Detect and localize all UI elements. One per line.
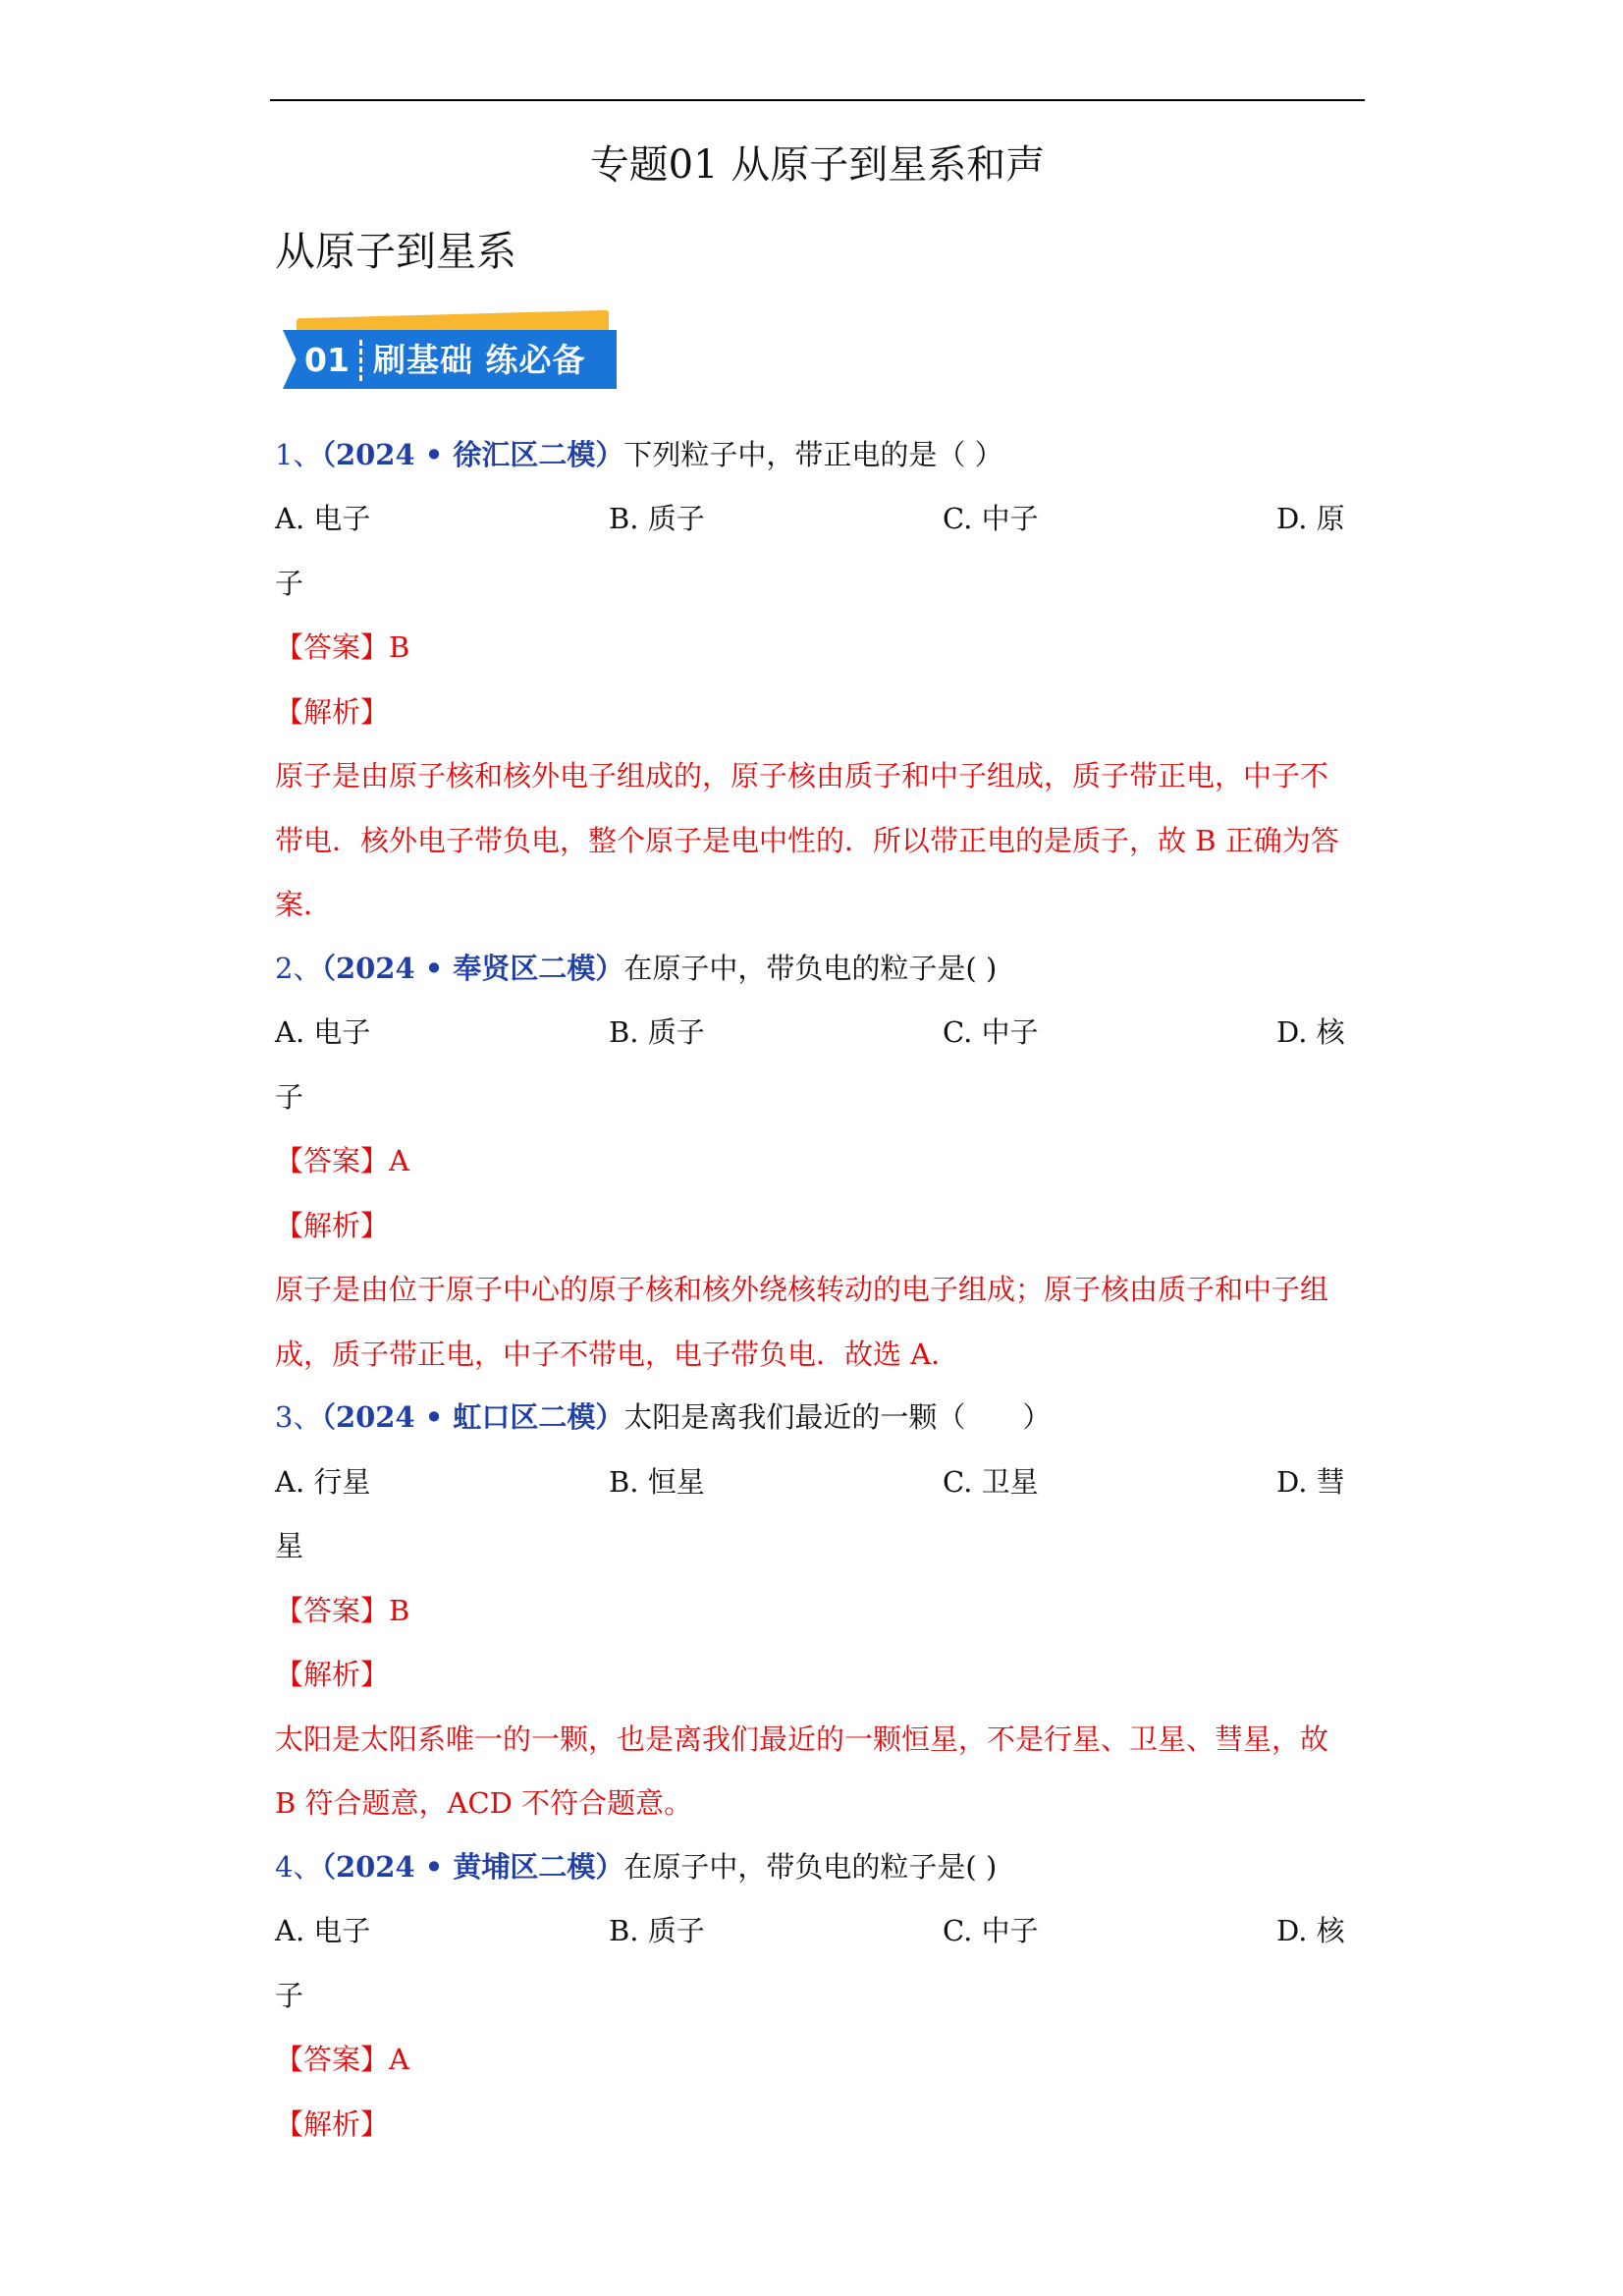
question-2-answer: 【答案】A <box>275 1144 409 1177</box>
question-1-option-d: D. 原 <box>1276 502 1345 535</box>
question-2-option-wrap: 子 <box>275 1080 304 1114</box>
section-title: 从原子到星系 <box>275 228 516 275</box>
question-source: （2024 • 虹口区二模） <box>321 1400 624 1434</box>
question-1-analysis-line: 案． <box>275 888 333 921</box>
question-source: （2024 • 徐汇区二模） <box>321 438 624 471</box>
question-source: （2024 • 黄埔区二模） <box>321 1850 624 1884</box>
question-stem: 在原子中，带负电的粒子是( ) <box>623 952 998 985</box>
header-rule <box>270 99 1365 101</box>
banner-number: 01 <box>304 341 350 379</box>
question-4-option-wrap: 子 <box>275 1979 304 2012</box>
question-2-analysis-line: 成，质子带正电，中子不带电，电子带负电．故选 A． <box>275 1338 960 1371</box>
question-2-option-b: B. 质子 <box>609 1015 705 1049</box>
question-1-analysis-line: 带电．核外电子带负电，整个原子是电中性的．所以带正电的是质子，故 B 正确为答 <box>275 824 1339 857</box>
question-2-stem-line <box>275 949 997 988</box>
question-3-option-c: C. 卫星 <box>943 1465 1039 1499</box>
question-stem: 在原子中，带负电的粒子是( ) <box>623 1850 998 1884</box>
question-3-analysis-tag: 【解析】 <box>275 1658 390 1691</box>
question-3-option-wrap: 星 <box>275 1529 304 1562</box>
document-title: 专题01 从原子到星系和声 <box>589 142 1046 188</box>
question-stem: 太阳是离我们最近的一颗（ ） <box>623 1400 1052 1434</box>
question-1-stem-line <box>275 435 1003 474</box>
question-3-answer: 【答案】B <box>275 1594 410 1627</box>
question-3-option-d: D. 彗 <box>1276 1465 1345 1499</box>
question-number: 2、 <box>275 952 322 985</box>
question-2-option-a: A. 电子 <box>275 1015 371 1049</box>
question-number: 4、 <box>275 1850 322 1884</box>
question-source: （2024 • 奉贤区二模） <box>321 952 624 985</box>
question-3-analysis-line: 太阳是太阳系唯一的一颗，也是离我们最近的一颗恒星，不是行星、卫星、彗星，故 <box>275 1722 1329 1756</box>
question-1-option-wrap: 子 <box>275 567 304 600</box>
banner-label: 刷基础 练必备 <box>373 341 586 379</box>
question-2-analysis-line: 原子是由位于原子中心的原子核和核外绕核转动的电子组成；原子核由质子和中子组 <box>275 1273 1329 1306</box>
question-1-option-b: B. 质子 <box>609 502 705 535</box>
question-4-option-a: A. 电子 <box>275 1914 371 1947</box>
question-3-option-a: A. 行星 <box>275 1465 371 1499</box>
question-4-stem-line <box>275 1847 997 1886</box>
banner-divider <box>359 340 362 381</box>
question-3-option-b: B. 恒星 <box>609 1465 705 1499</box>
question-2-analysis-tag: 【解析】 <box>275 1209 390 1242</box>
section-banner <box>275 310 619 395</box>
question-3-stem-line <box>275 1397 1051 1437</box>
question-4-answer: 【答案】A <box>275 2043 409 2076</box>
question-1-option-a: A. 电子 <box>275 502 371 535</box>
question-stem: 下列粒子中，带正电的是（ ） <box>623 438 1003 471</box>
question-2-option-d: D. 核 <box>1276 1015 1345 1049</box>
question-4-option-b: B. 质子 <box>609 1914 705 1947</box>
question-1-analysis-line: 原子是由原子核和核外电子组成的，原子核由质子和中子组成，质子带正电，中子不 <box>275 759 1329 793</box>
question-1-answer: 【答案】B <box>275 630 410 664</box>
question-number: 1、 <box>275 438 322 471</box>
question-number: 3、 <box>275 1400 322 1434</box>
question-1-option-c: C. 中子 <box>943 502 1039 535</box>
question-4-analysis-tag: 【解析】 <box>275 2107 390 2141</box>
question-4-option-d: D. 核 <box>1276 1914 1345 1947</box>
question-3-analysis-line: B 符合题意，ACD 不符合题意。 <box>275 1786 693 1820</box>
question-2-option-c: C. 中子 <box>943 1015 1039 1049</box>
question-4-option-c: C. 中子 <box>943 1914 1039 1947</box>
question-1-analysis-tag: 【解析】 <box>275 695 390 729</box>
